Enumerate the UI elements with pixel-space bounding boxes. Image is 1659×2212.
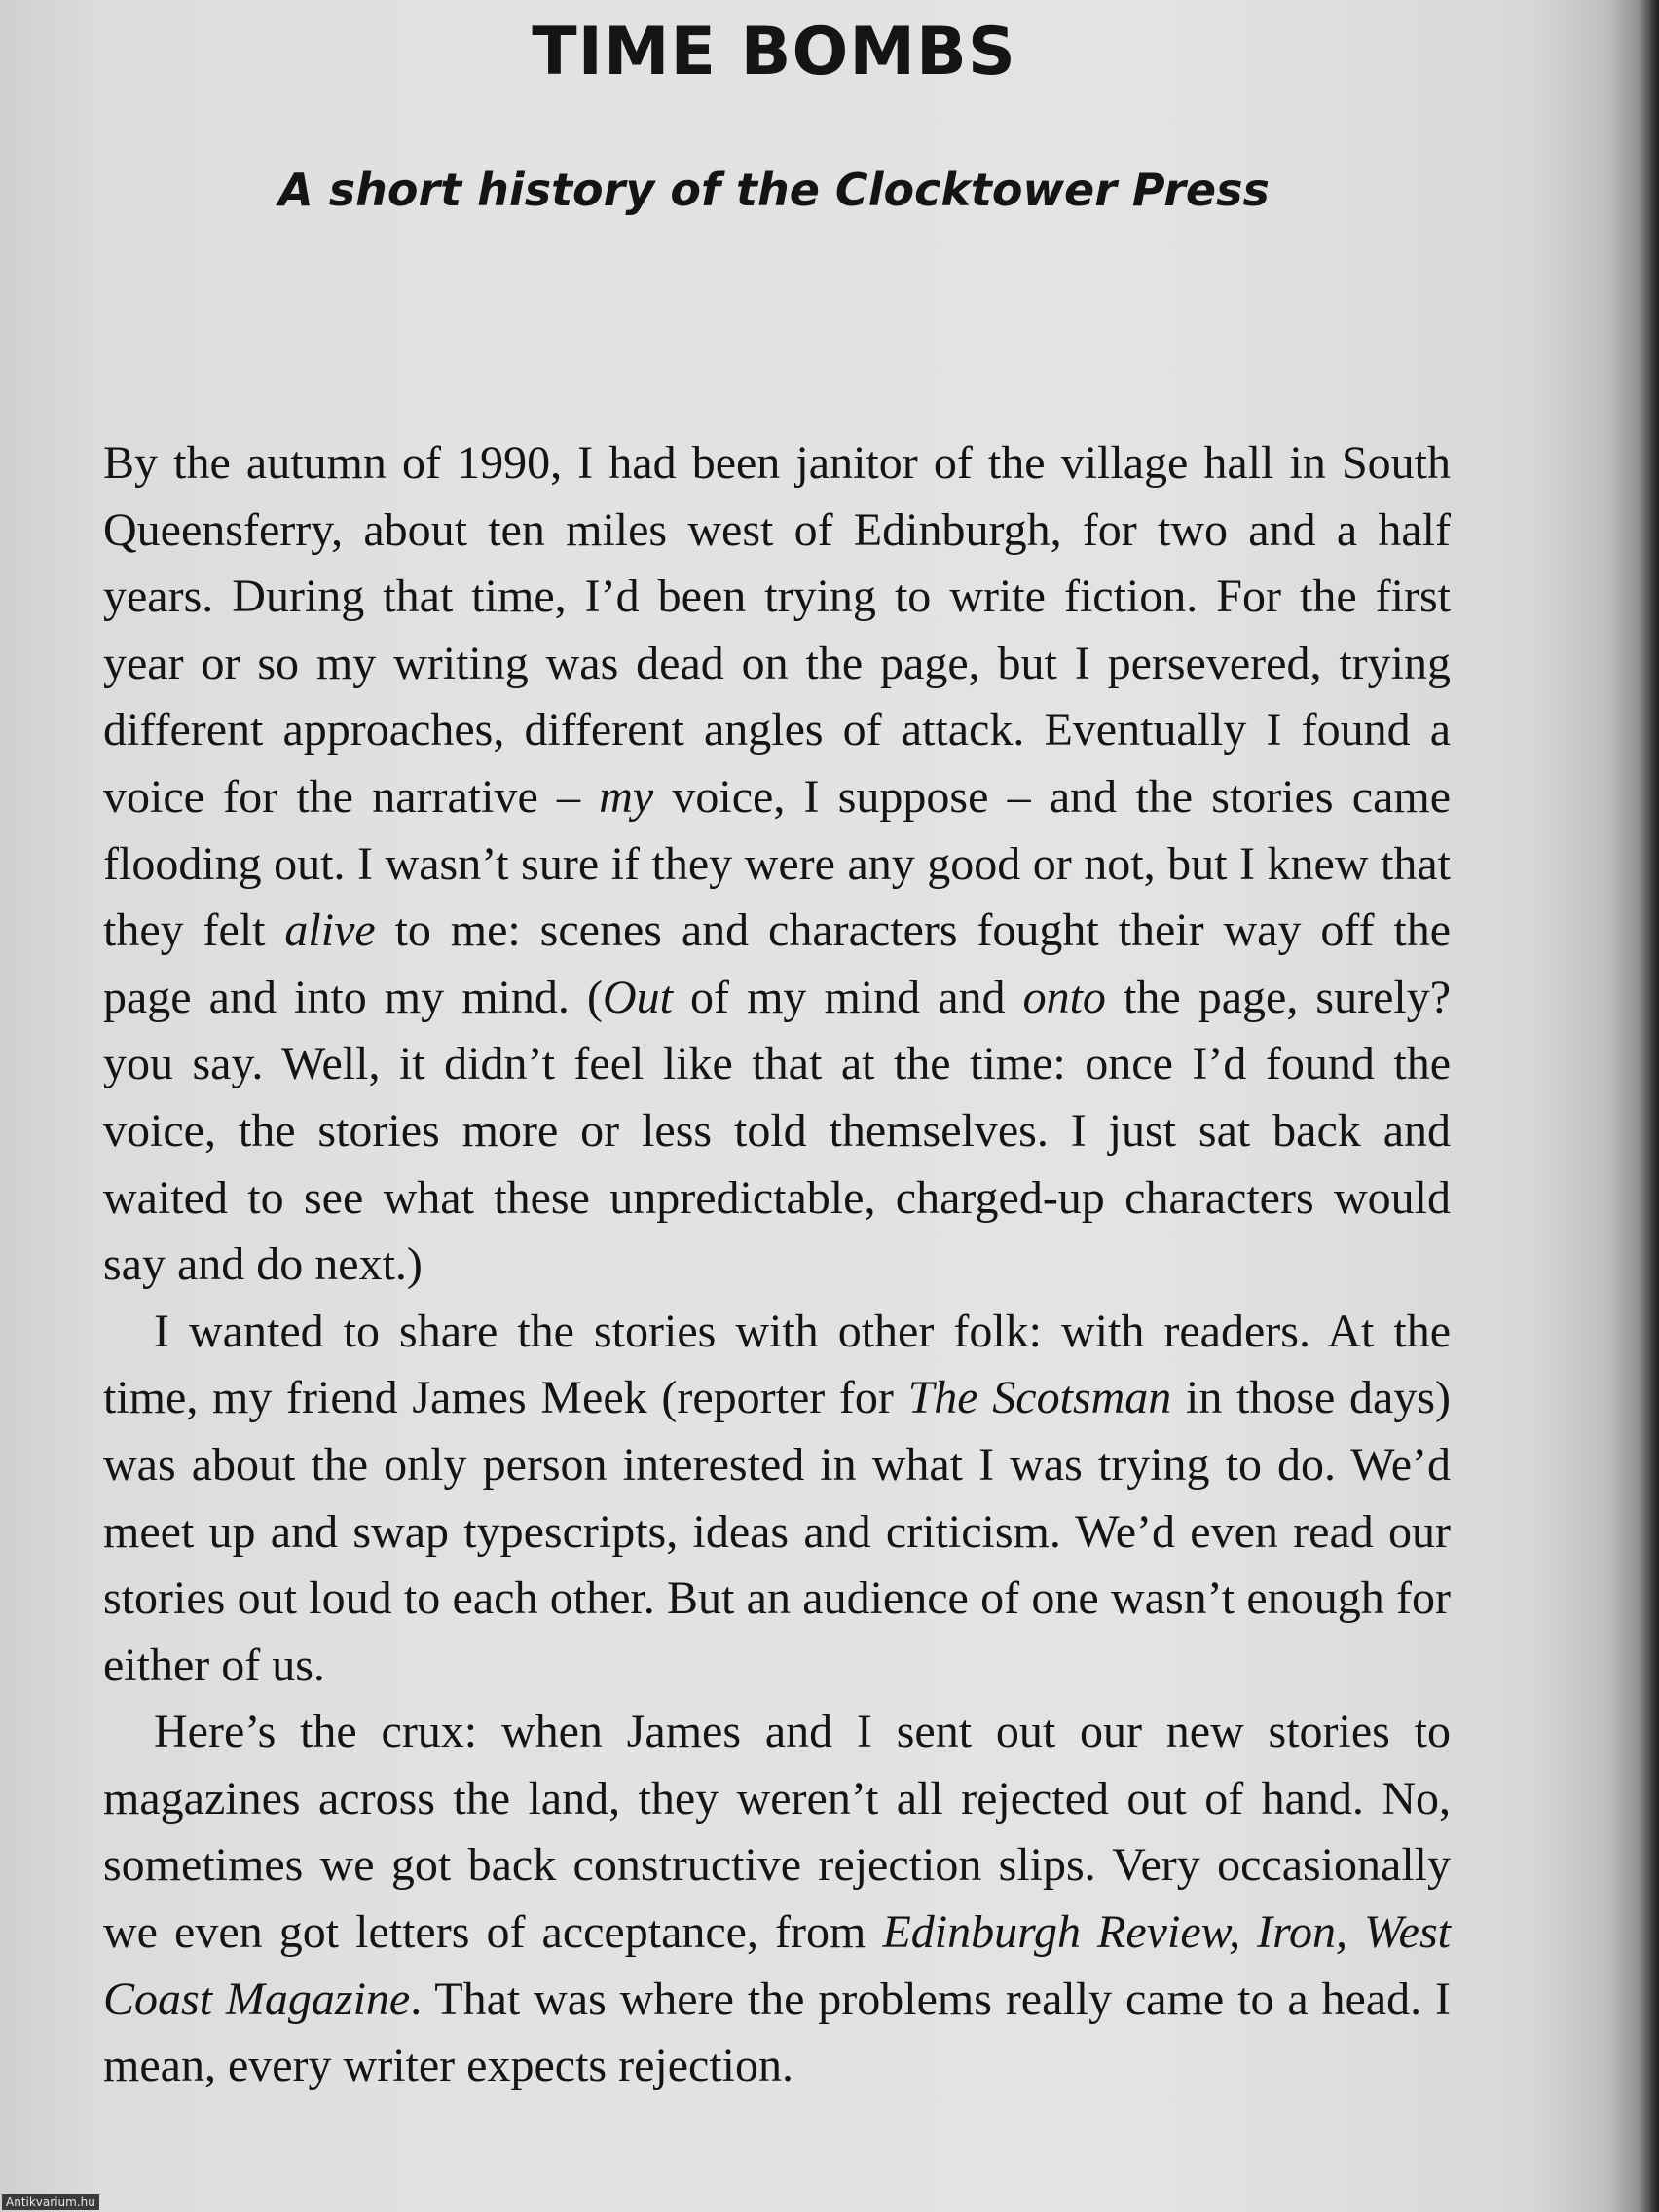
text-run-italic: The Scotsman [907,1372,1172,1424]
text-run-italic: alive [284,904,376,957]
text-run: of my mind and [672,971,1023,1023]
watermark-label: Antikvarium.hu [2,2194,99,2210]
text-run: the page, surely? you say. Well, it didn’t feel like that at the time: once I’d found the voice, the stories more or less told themselves. I just sat back and waited to see what these unpredictable, charged-up characters would say and do next.) [103,971,1452,1291]
text-run: voice, I suppose – and the stories came flooding out. I wasn’t sure if they were any good or not, but I knew that they felt [103,770,1452,957]
text-run-italic: my [599,770,654,823]
chapter-subtitle: A short history of the Clocktower Press [278,164,1270,216]
paragraph [103,1299,1451,1700]
text-run: . That was where the problems really came to a head. I mean, every writer expects rejection. [103,1972,1452,2092]
text-run: Here’s the crux: when James and I sent out our new stories to magazines across the land, they weren’t all rejected out of hand. No, sometimes we got back constructive rejection slips. Very occasionally we even got letters of acceptance, from [103,1706,1451,1959]
text-run-italic: onto [1022,971,1106,1023]
page-edge-shadow [1638,0,1659,2212]
text-run: By the autumn of 1990, I had been janitor of the village hall in South Queensferry, about ten miles west of Edinburgh, for two and a half years. During that time, I’d been trying to write fiction. For the first year or so my writing was dead on the page, but I persevered, trying different approaches, different angles of attack. Eventually I found a voice for the narrative – [103,437,1451,823]
paragraph [103,1699,1451,2100]
text-run: in those days) was about the only person interested in what I was trying to do. We’d meet up and swap typescripts, ideas and criticism. We’d even read our stories out loud to each other. But an audience of one wasn’t enough for either of us. [103,1372,1452,1691]
text-run-italic: Edinburgh Review, Iron, West Coast Magazine [103,1906,1452,2025]
text-run-italic: Out [602,971,673,1023]
chapter-title: TIME BOMBS [532,14,1016,91]
text-run: to me: scenes and characters fought their way off the page and into my mind. ( [103,904,1451,1023]
body-text [103,430,1451,2100]
paragraph [103,430,1451,1299]
text-run: I wanted to share the stories with other folk: with readers. At the time, my friend James Meek (reporter for [103,1305,1451,1424]
